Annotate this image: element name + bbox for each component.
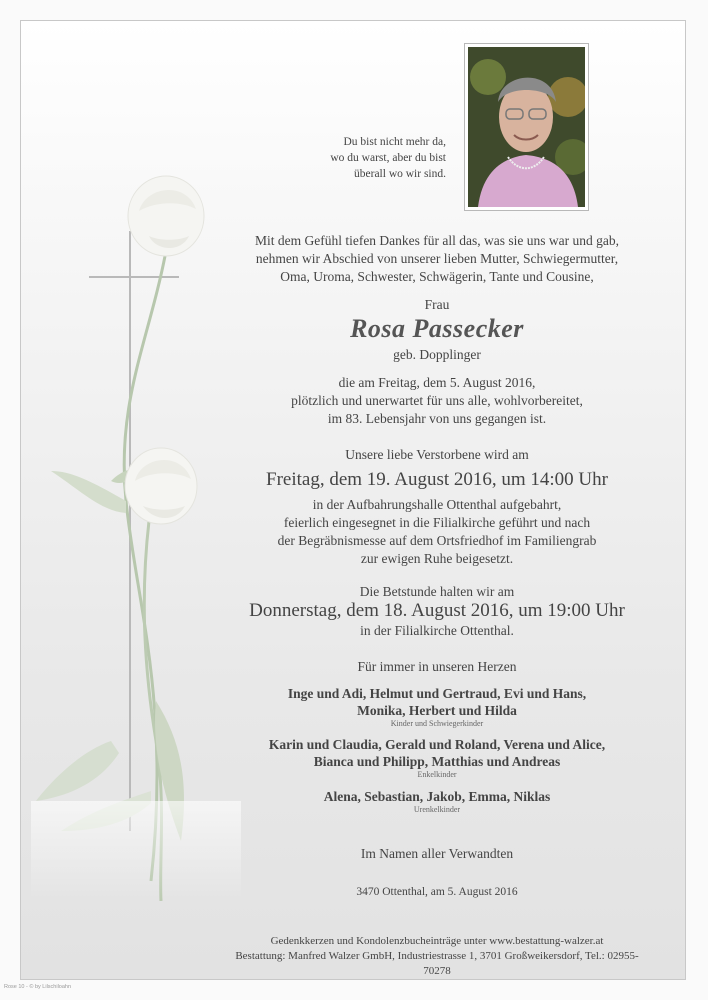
portrait-photo-frame — [464, 43, 589, 211]
mourner-group-great-grandchildren: Alena, Sebastian, Jakob, Emma, Niklas Urenkelkinder — [323, 789, 551, 814]
forever-line: Für immer in unseren Herzen — [357, 659, 517, 674]
intro-text: Mit dem Gefühl tiefen Dankes für all das, was sie uns war und gab, nehmen wir Abschied von unserer lieben Mutter, Schwiegermutter, Oma, Uroma, Schwester, Schwägerin, Tante und Cousine, — [254, 233, 620, 284]
maiden-name: geb. Dopplinger — [393, 347, 481, 362]
funeral-details: in der Aufbahrungshalle Ottenthal aufgebahrt, feierlich eingesegnet in die Filialkirche geführt und nach der Begräbnismesse auf dem Ortsfriedhof im Familiengrab zur ewigen Ruhe beigesetzt. — [277, 497, 597, 566]
portrait-photo — [468, 47, 585, 207]
image-credit: Rose 10 - © by Lilschiloahn — [4, 984, 72, 990]
poem-line: Du bist nicht mehr da, — [343, 136, 446, 148]
on-behalf-line: Im Namen aller Verwandten — [360, 846, 514, 861]
poem-line: wo du warst, aber du bist — [330, 152, 446, 164]
prayer-location: in der Filialkirche Ottenthal. — [360, 623, 514, 638]
rose-icon — [31, 141, 241, 901]
footer — [222, 934, 652, 979]
salutation: Frau — [424, 297, 450, 312]
place-date: 3470 Ottenthal, am 5. August 2016 — [356, 886, 518, 898]
prayer-date: Donnerstag, dem 18. August 2016, um 19:00 Uhr — [249, 600, 625, 621]
poem — [260, 134, 446, 182]
footer-candles: Gedenkkerzen und Kondolenzbucheinträge unter www.bestattung-walzer.at — [270, 935, 604, 947]
footer-undertaker: Bestattung: Manfred Walzer GmbH, Industriestrasse 1, 3701 Großweikersdorf, Tel.: 02955-70278 — [235, 950, 639, 977]
funeral-intro: Unsere liebe Verstorbene wird am — [345, 447, 529, 462]
deceased-name: Rosa Passecker — [350, 314, 524, 343]
cross-horizontal — [89, 276, 179, 278]
prayer-intro: Die Betstunde halten wir am — [359, 584, 515, 599]
funeral-date: Freitag, dem 19. August 2016, um 14:00 Uhr — [266, 469, 608, 490]
poem-line: überall wo wir sind. — [354, 168, 446, 180]
mourner-group-children: Inge und Adi, Helmut und Gertraud, Evi und Hans, Monika, Herbert und Hilda Kinder und Schwiegerkinder — [287, 686, 587, 728]
mourner-group-grandchildren: Karin und Claudia, Gerald und Roland, Verena und Alice, Bianca und Philipp, Matthias und Andreas Enkelkinder — [268, 737, 606, 779]
death-notice: die am Freitag, dem 5. August 2016, plötzlich und unerwartet für uns alle, wohlvorbereitet, im 83. Lebensjahr von uns gegangen ist. — [291, 375, 583, 426]
